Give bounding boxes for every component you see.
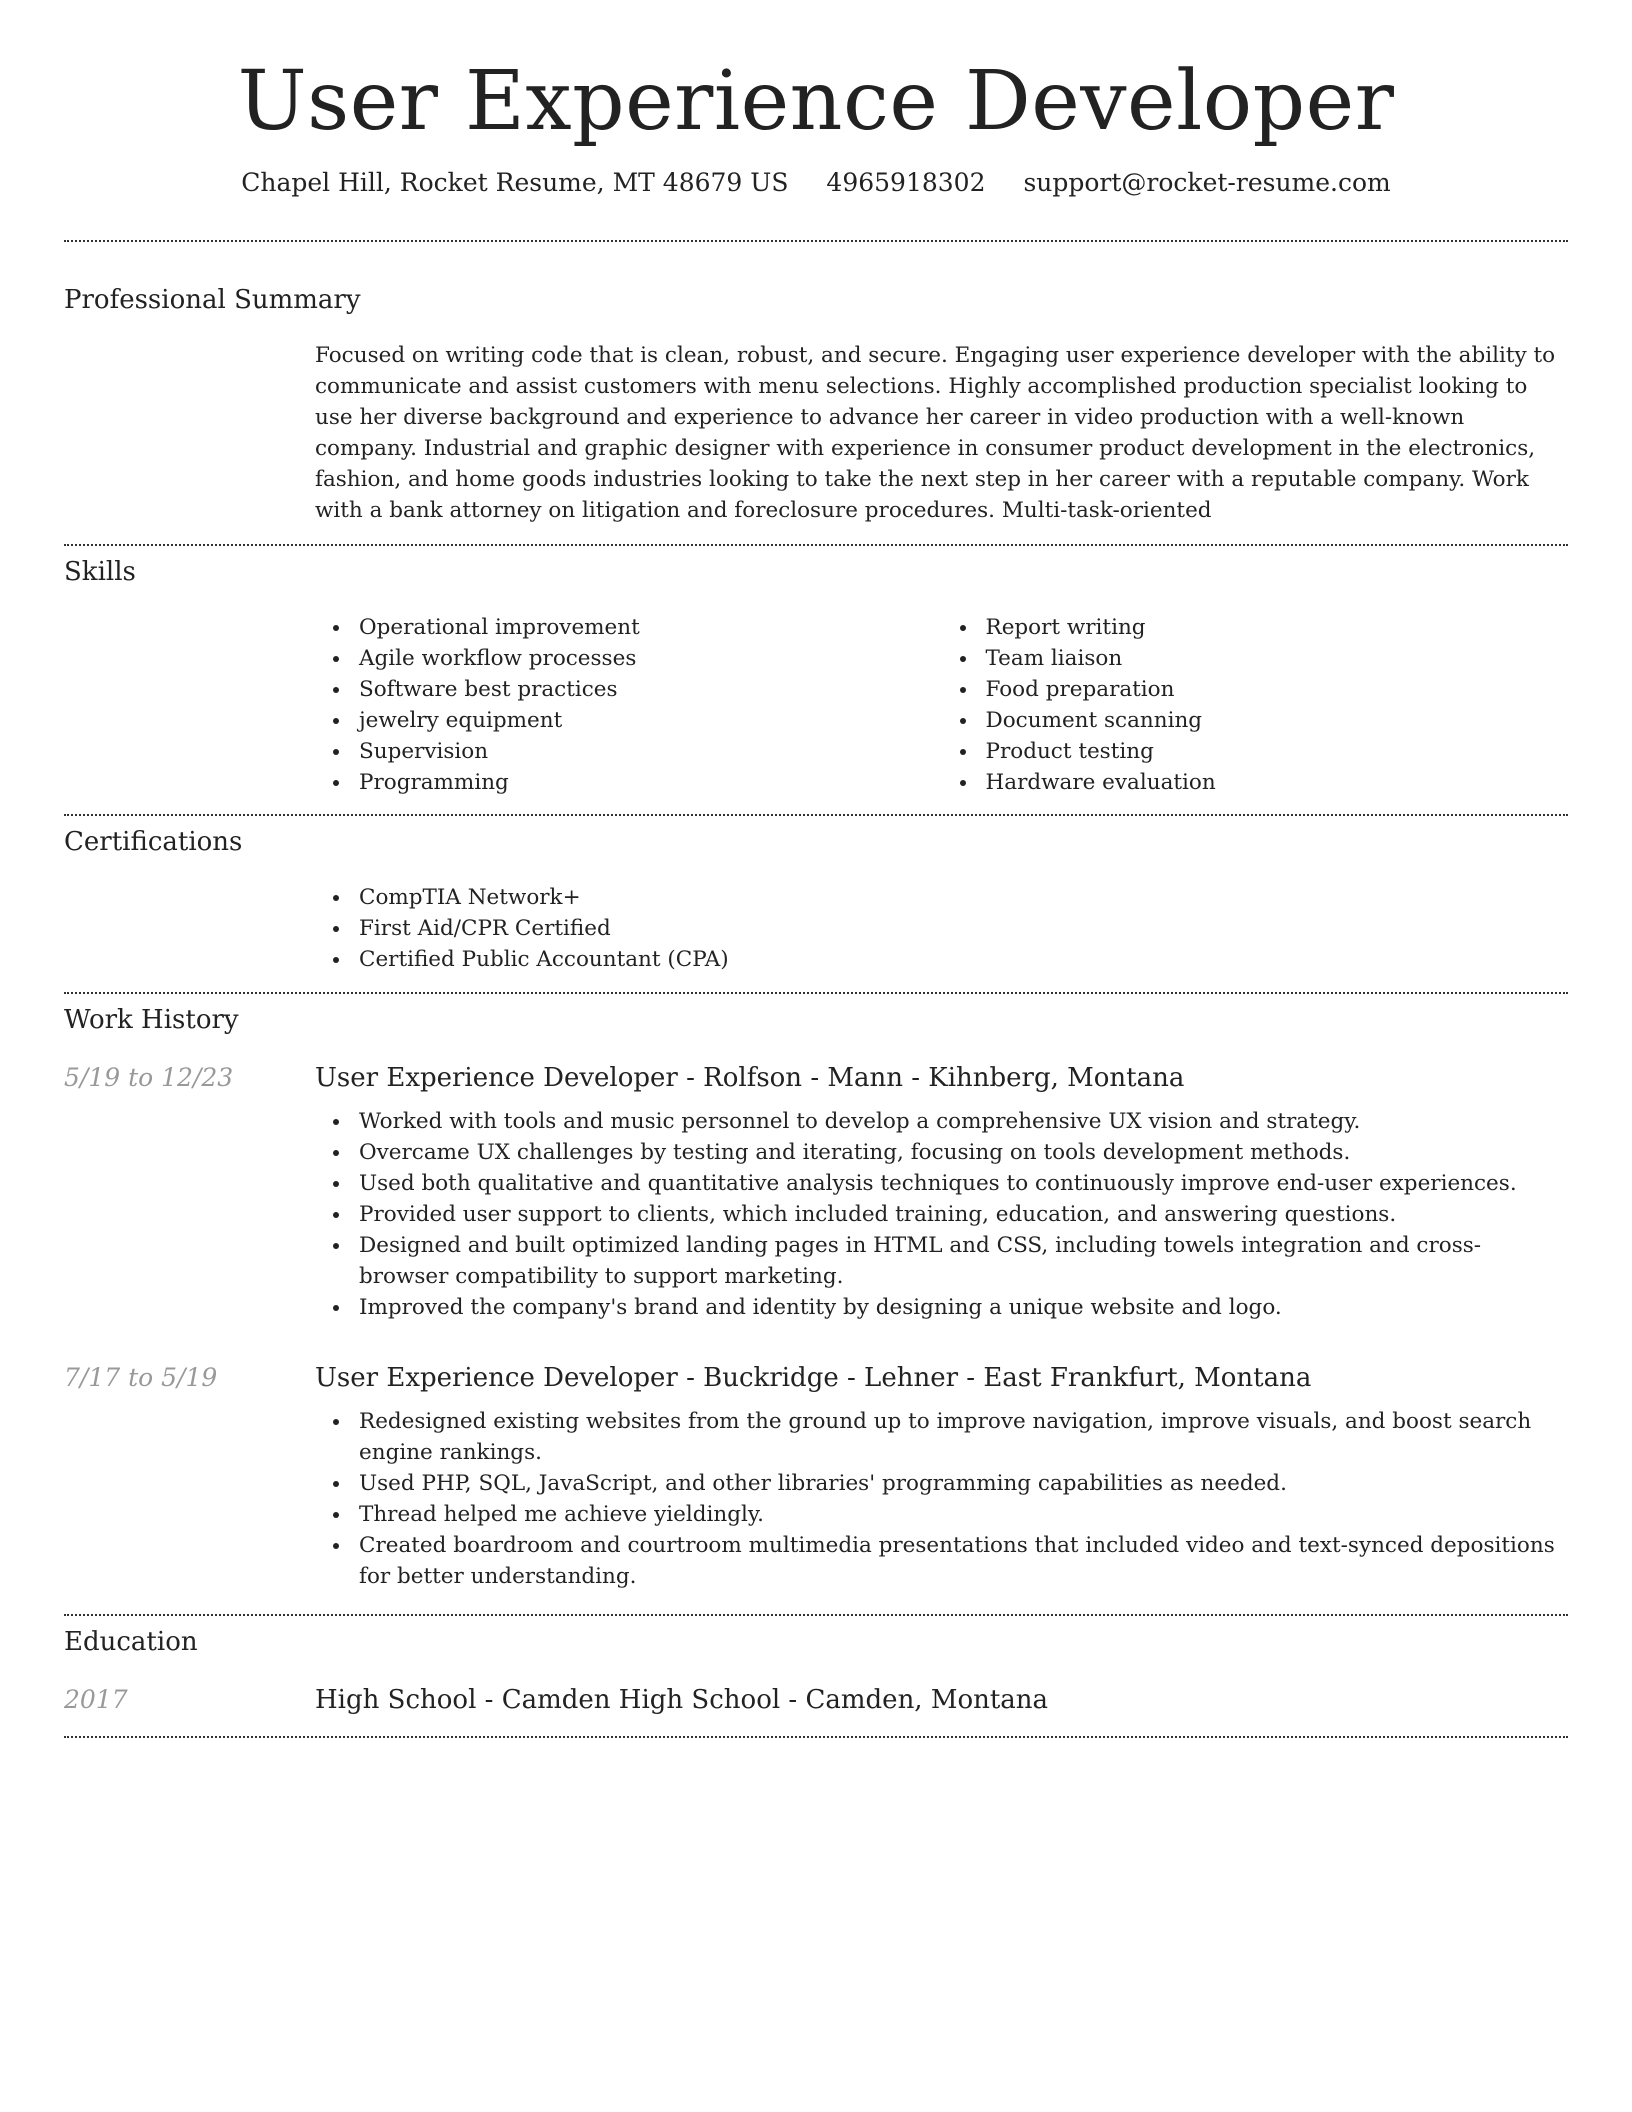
job-bullet: Designed and built optimized landing pages in HTML and CSS, including towels integration and cross-browser compatibility to support marketing.: [359, 1230, 1568, 1292]
job-entry: [315, 1362, 1568, 1592]
certifications-list: [315, 882, 1568, 975]
divider: [64, 544, 1568, 546]
skills-list-left: [315, 612, 942, 798]
divider: [64, 240, 1568, 242]
summary-text: Focused on writing code that is clean, robust, and secure. Engaging user experience developer with the ability to communicate and assist customers with menu selections. Highly accomplished production specialist looking to use her diverse background and experience to advance her career in video production with a well-known company. Industrial and graphic designer with experience in consumer product development in the electronics, fashion, and home goods industries looking to take the next step in her career with a reputable company. Work with a bank attorney on litigation and foreclosure procedures. Multi-task-oriented: [315, 343, 1556, 523]
divider: [64, 1736, 1568, 1738]
job-bullet: Thread helped me achieve yieldingly.: [359, 1499, 1568, 1530]
skill-item: jewelry equipment: [359, 705, 942, 736]
skill-item: Food preparation: [986, 674, 1569, 705]
contact-line: [64, 168, 1568, 198]
contact-address: Chapel Hill, Rocket Resume, MT 48679 US: [241, 168, 789, 197]
section-title-education: Education: [64, 1627, 198, 1657]
divider: [64, 1614, 1568, 1616]
job-heading: User Experience Developer - Buckridge - Lehner - East Frankfurt, Montana: [315, 1363, 1312, 1393]
resume-page: [64, 0, 1568, 1715]
job-dates: 5/19 to 12/23: [64, 1063, 234, 1092]
skill-item: Programming: [359, 767, 942, 798]
job-bullets: [315, 1106, 1568, 1323]
job-bullet: Used both qualitative and quantitative analysis techniques to continuously improve end-user experiences.: [359, 1168, 1568, 1199]
contact-phone: 4965918302: [826, 168, 986, 197]
job-bullet: Used PHP, SQL, JavaScript, and other libraries' programming capabilities as needed.: [359, 1468, 1568, 1499]
summary-section: [315, 340, 1568, 526]
skill-item: Report writing: [986, 612, 1569, 643]
section-title-summary: Professional Summary: [64, 285, 361, 315]
skill-item: Supervision: [359, 736, 942, 767]
skills-list-right: [942, 612, 1569, 798]
education-entry: [315, 1684, 1568, 1728]
skill-item: Software best practices: [359, 674, 942, 705]
certification-item: Certified Public Accountant (CPA): [359, 944, 1568, 975]
job-dates: 7/17 to 5/19: [64, 1363, 218, 1392]
job-bullet: Worked with tools and music personnel to develop a comprehensive UX vision and strategy.: [359, 1106, 1568, 1137]
education-heading: High School - Camden High School - Camden, Montana: [315, 1685, 1049, 1715]
skill-item: Team liaison: [986, 643, 1569, 674]
skill-item: Operational improvement: [359, 612, 942, 643]
section-title-work-history: Work History: [64, 1005, 239, 1035]
certification-item: CompTIA Network+: [359, 882, 1568, 913]
candidate-name: User Experience Developer: [237, 54, 1395, 149]
job-entry: [315, 1062, 1568, 1323]
job-bullet: Redesigned existing websites from the ground up to improve navigation, improve visuals, and boost search engine rankings.: [359, 1406, 1568, 1468]
certifications-section: [315, 882, 1568, 975]
divider: [64, 814, 1568, 816]
job-bullet: Overcame UX challenges by testing and iterating, focusing on tools development methods.: [359, 1137, 1568, 1168]
education-year: 2017: [64, 1685, 128, 1714]
certification-item: First Aid/CPR Certified: [359, 913, 1568, 944]
skill-item: Agile workflow processes: [359, 643, 942, 674]
job-bullet: Provided user support to clients, which included training, education, and answering questions.: [359, 1199, 1568, 1230]
job-bullet: Improved the company's brand and identity by designing a unique website and logo.: [359, 1292, 1568, 1323]
divider: [64, 992, 1568, 994]
skill-item: Document scanning: [986, 705, 1569, 736]
skills-section: [315, 612, 1568, 798]
job-bullet: Created boardroom and courtroom multimedia presentations that included video and text-synced depositions for better understanding.: [359, 1530, 1568, 1592]
skill-item: Hardware evaluation: [986, 767, 1569, 798]
job-bullets: [315, 1406, 1568, 1592]
section-title-skills: Skills: [64, 557, 136, 587]
skill-item: Product testing: [986, 736, 1569, 767]
contact-email: support@rocket-resume.com: [1023, 168, 1391, 197]
job-heading: User Experience Developer - Rolfson - Mann - Kihnberg, Montana: [315, 1063, 1185, 1093]
section-title-certifications: Certifications: [64, 827, 243, 857]
